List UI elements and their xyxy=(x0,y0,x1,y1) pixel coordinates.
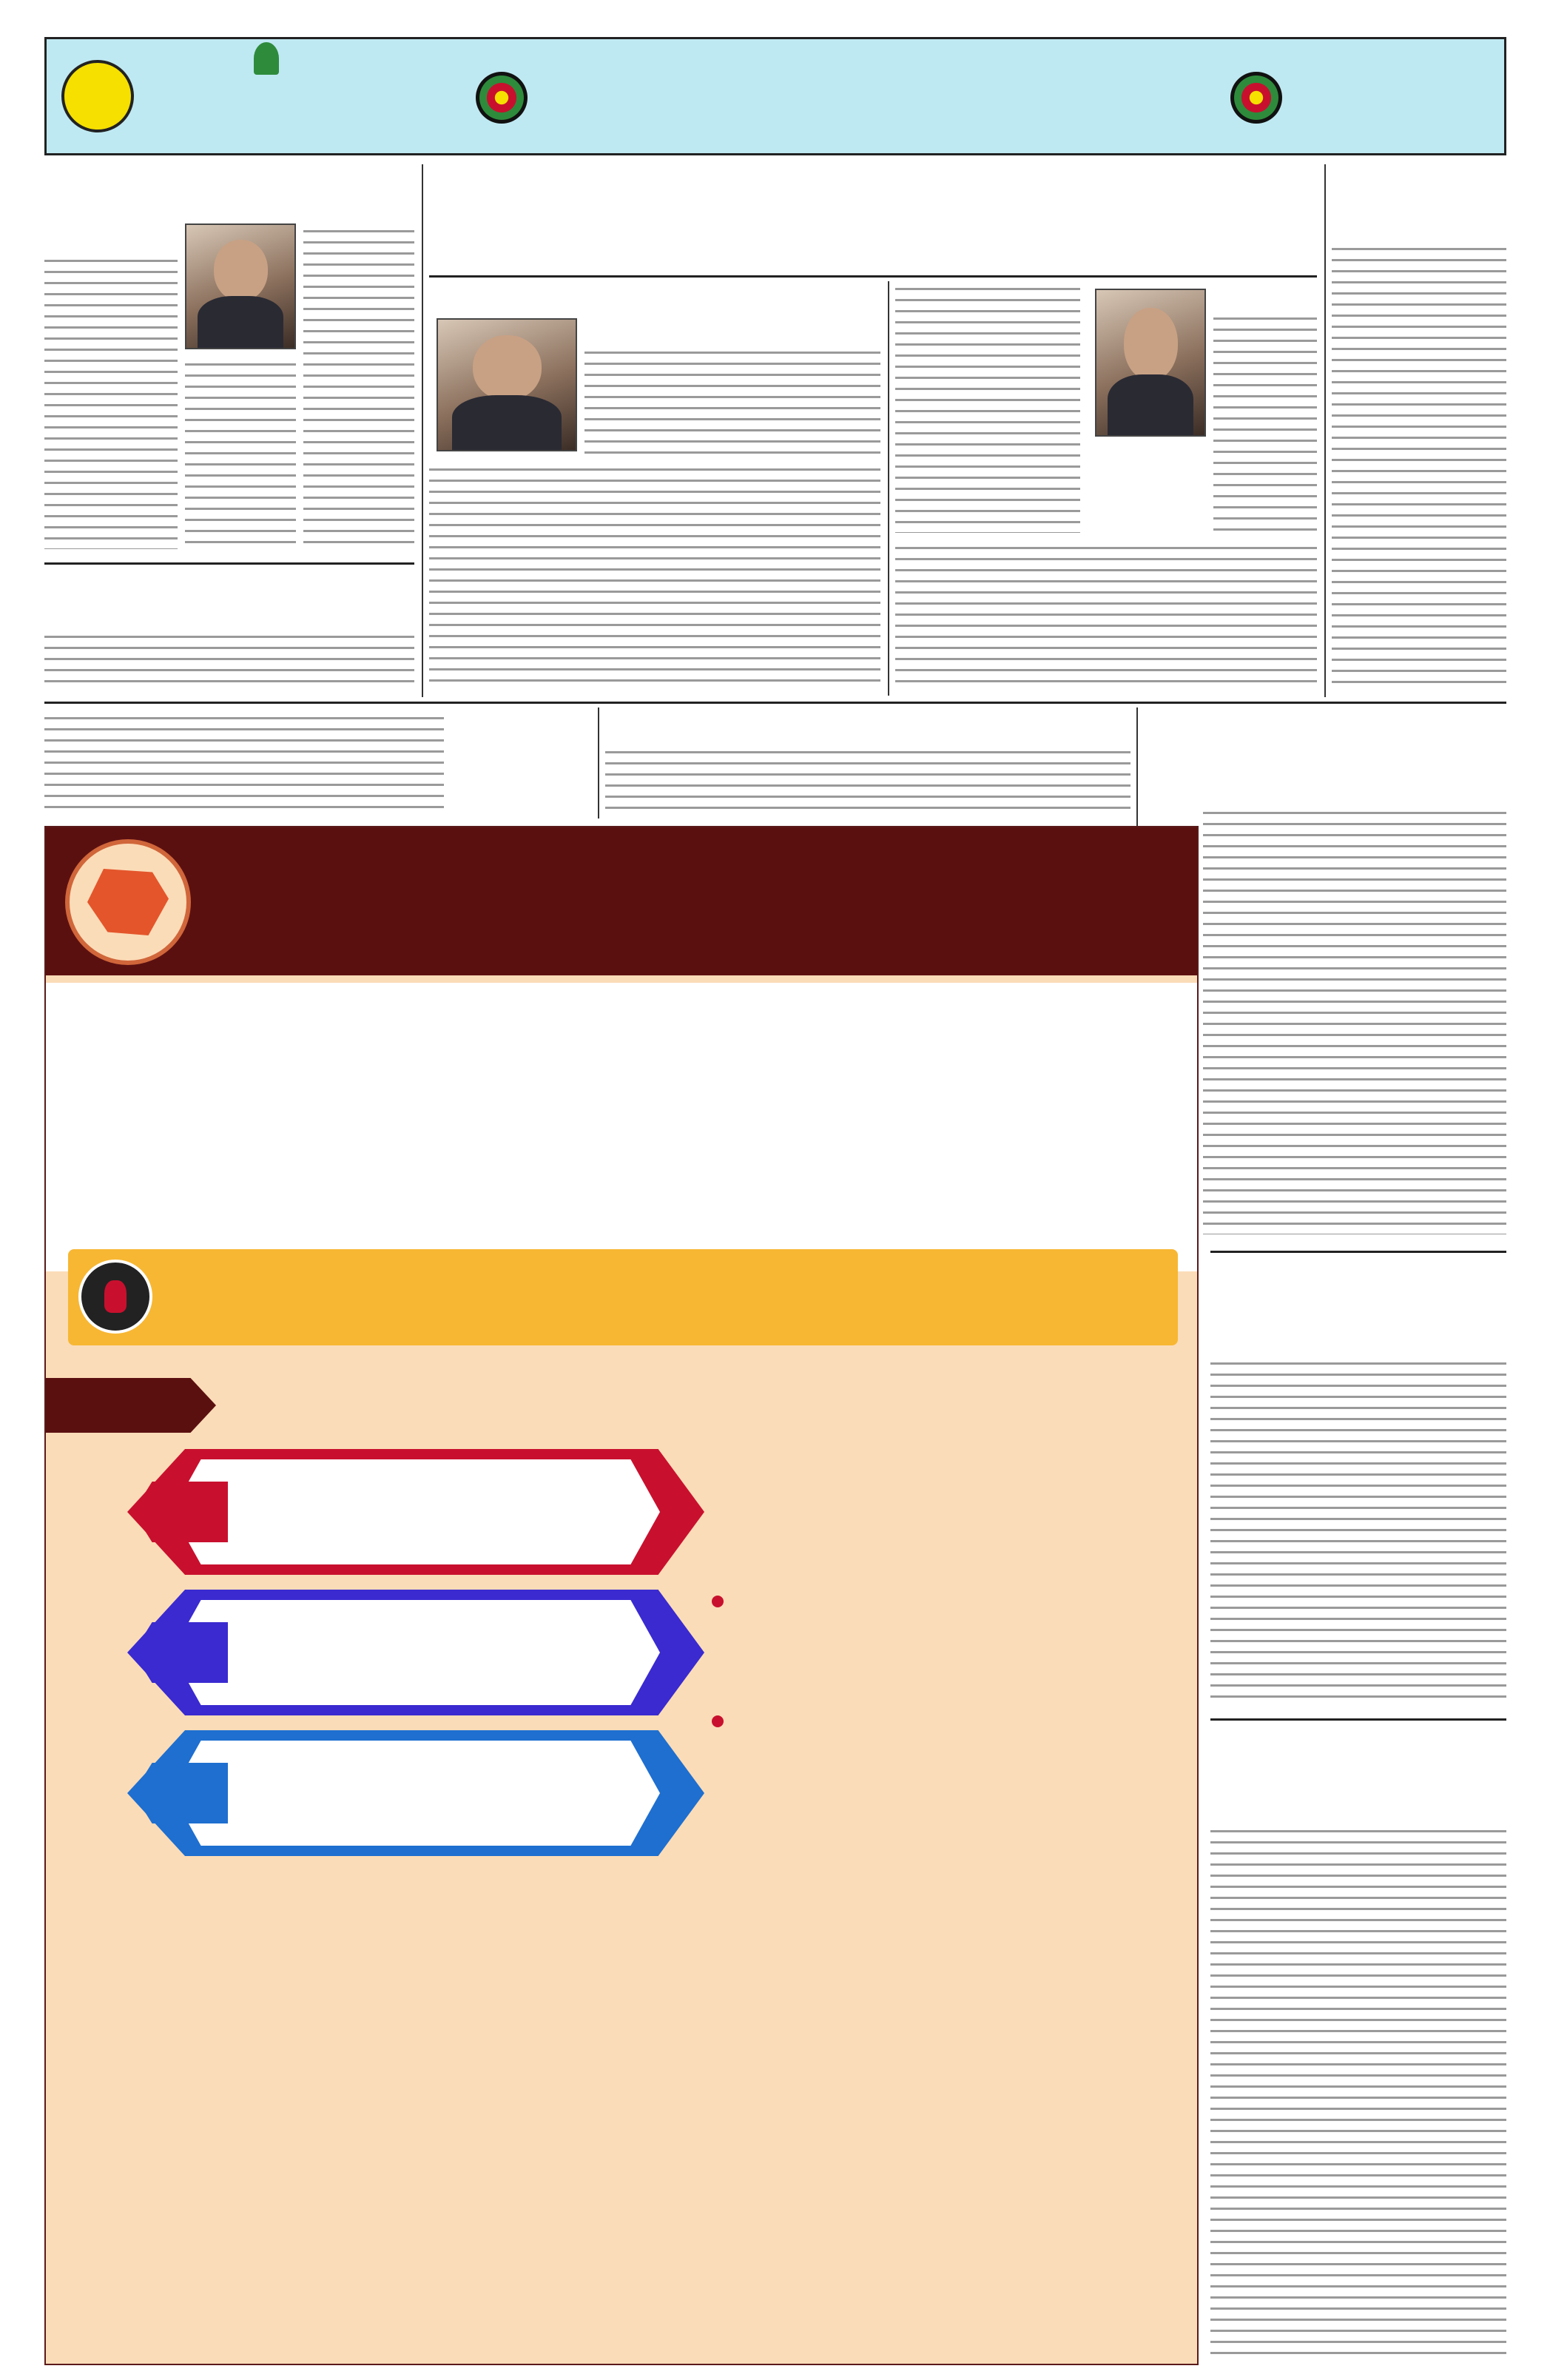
point-number xyxy=(133,1482,228,1542)
photo xyxy=(1095,289,1206,437)
ad-banner xyxy=(68,1249,1178,1345)
photo xyxy=(185,223,296,349)
article-epfo xyxy=(1332,164,1506,697)
page-number xyxy=(61,60,134,132)
photo xyxy=(437,318,577,451)
point-03 xyxy=(127,1730,704,1856)
article-rajiv xyxy=(1210,1718,1506,2365)
anniversary-badge xyxy=(254,42,279,75)
article-congress xyxy=(44,164,414,557)
point-number xyxy=(133,1622,228,1683)
election-commission-ad xyxy=(44,826,1199,2365)
point-number xyxy=(133,1763,228,1823)
point-01 xyxy=(127,1449,704,1575)
rosette-icon xyxy=(1230,72,1282,124)
point-02 xyxy=(127,1590,704,1715)
masthead xyxy=(44,37,1506,155)
article-lead xyxy=(429,164,1317,697)
ad-header xyxy=(46,827,1199,975)
article-rajouri xyxy=(605,707,1131,818)
article-mirwaiz xyxy=(1210,1251,1506,1710)
eci-logo-icon xyxy=(65,839,191,965)
article-sia xyxy=(44,562,414,696)
voter-helpline-icon xyxy=(78,1260,152,1334)
article-landslide xyxy=(44,707,592,818)
special-label xyxy=(46,1378,216,1433)
rosette-icon xyxy=(476,72,528,124)
article-cbi xyxy=(429,281,880,696)
